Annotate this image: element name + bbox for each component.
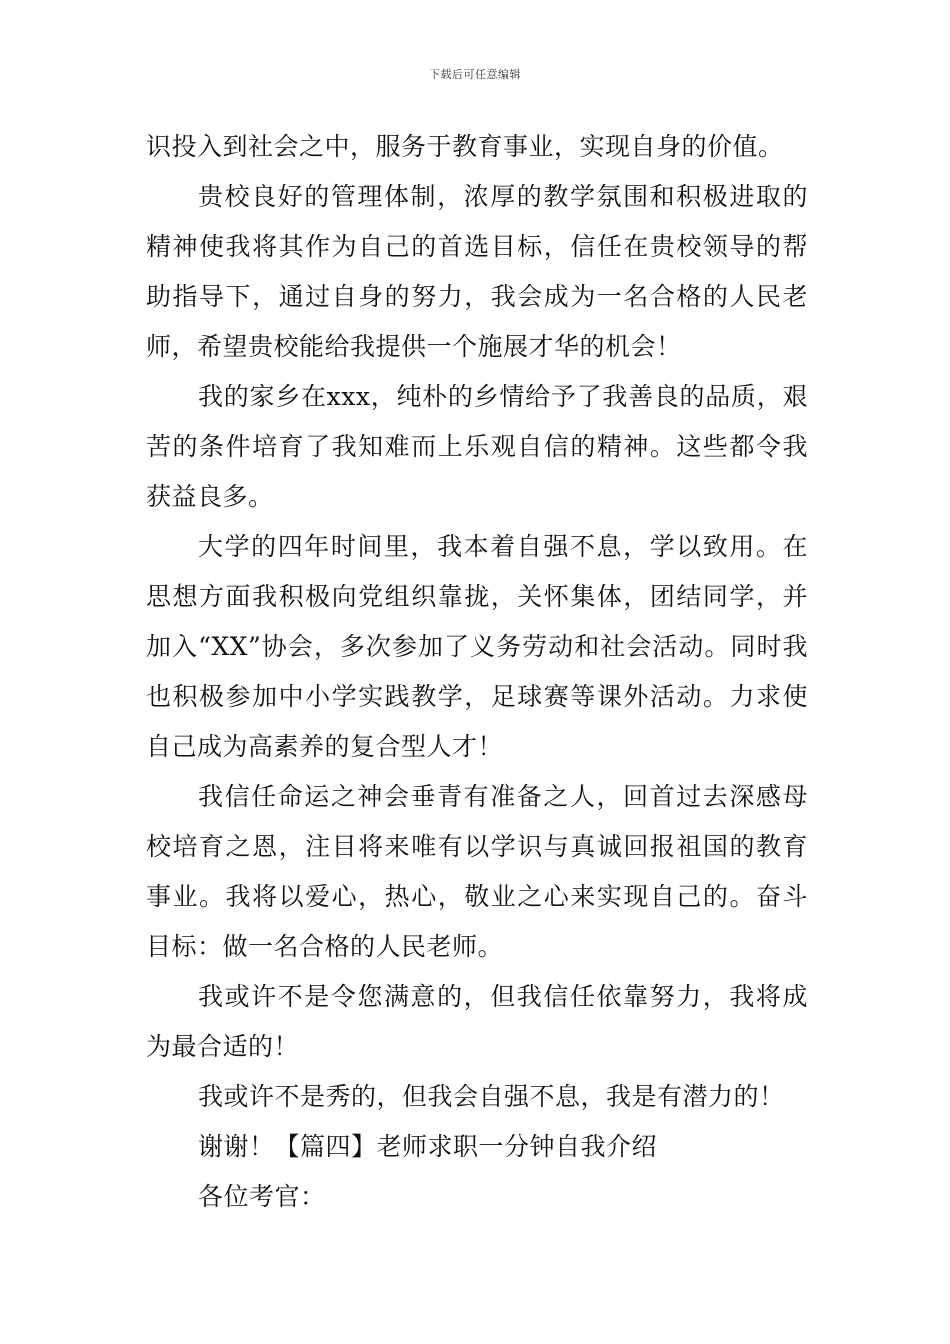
page-header: 下载后可任意编辑 (429, 68, 521, 81)
paragraph-hometown: 我的家乡在xxx，纯朴的乡情给予了我善良的品质，艰苦的条件培育了我知难而上乐观自信的精神。这些都令我获益良多。 (146, 382, 808, 511)
paragraph-destiny: 我信任命运之神会垂青有准备之人，回首过去深感母校培育之恩，注目将来唯有以学识与真诚回报祖国的教育事业。我将以爱心，热心，敬业之心来实现自己的。奋斗目标：做一名合格的人民老师。 (146, 782, 808, 961)
paragraph-effort: 我或许不是令您满意的，但我信任依靠努力，我将成为最合适的！ (146, 982, 808, 1061)
paragraph-thanks-section-title: 谢谢！【篇四】老师求职一分钟自我介绍 (198, 1132, 658, 1161)
paragraph-greeting: 各位考官： (198, 1182, 326, 1211)
paragraph-school: 贵校良好的管理体制，浓厚的教学氛围和积极进取的精神使我将其作为自己的首选目标，信任在贵校领导的帮助指导下，通过自身的努力，我会成为一名合格的人民老师，希望贵校能给我提供一个施展才华的机会！ (146, 182, 808, 361)
paragraph-university: 大学的四年时间里，我本着自强不息，学以致用。在思想方面我积极向党组织靠拢，关怀集体，团结同学，并加入“XX”协会，多次参加了义务劳动和社会活动。同时我也积极参加中小学实践教学，足球赛等课外活动。力求使自己成为高素养的复合型人才！ (146, 532, 808, 761)
paragraph-potential: 我或许不是秀的，但我会自强不息，我是有潜力的！ (198, 1082, 785, 1111)
body-text (146, 122, 808, 1222)
paragraph-continuation: 识投入到社会之中，服务于教育事业，实现自身的价值。 (146, 132, 784, 161)
